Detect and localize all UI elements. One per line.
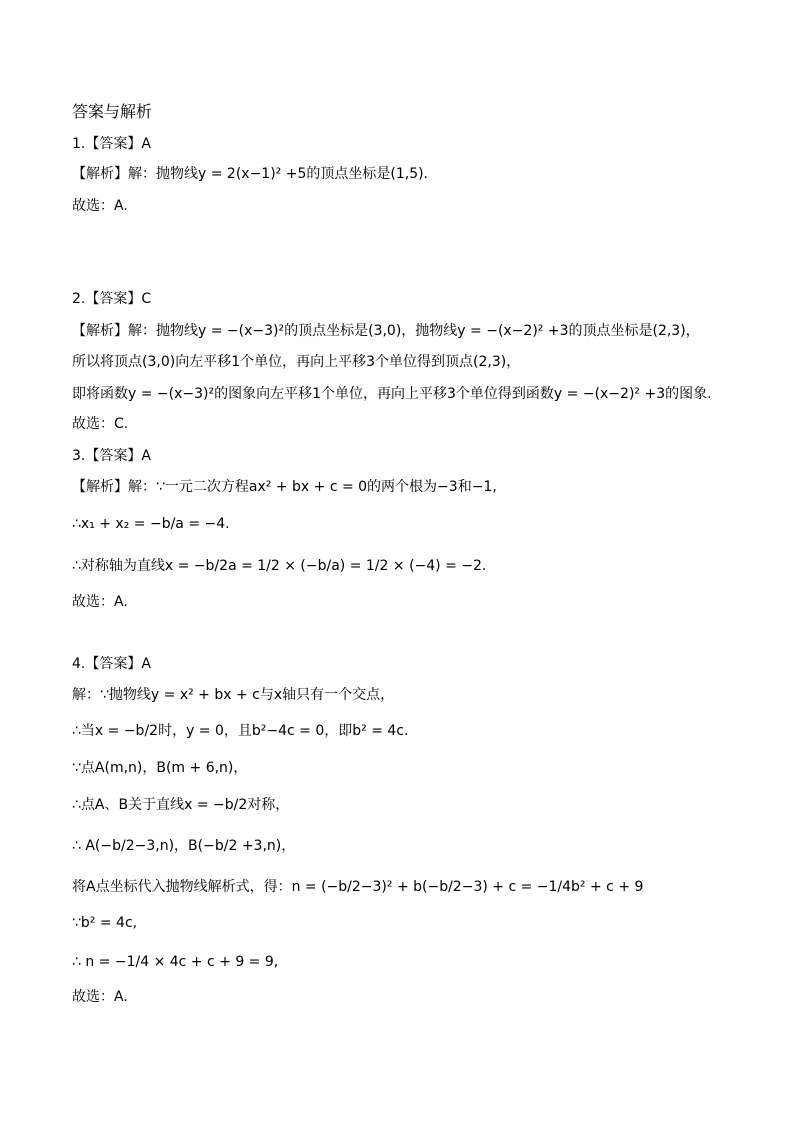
q4-line-3: ∵点A(m,n)，B(m + 6,n)， xyxy=(72,760,248,776)
q3-choice: 故选：A. xyxy=(72,594,128,610)
q3-answer: 3.【答案】A xyxy=(72,448,151,464)
q4-line-6: 将A点坐标代入抛物线解析式，得：n = (−b/2−3)² + b(−b/2−3) + c = −1/4b² + c + 9 xyxy=(72,879,644,895)
q2-line-3: 即将函数y = −(x−3)²的图象向左平移1个单位，再向上平移3个单位得到函数y = −(x−2)² +3的图象. xyxy=(72,386,712,402)
q1-choice: 故选：A. xyxy=(72,198,128,214)
q4-answer: 4.【答案】A xyxy=(72,656,151,672)
q4-line-1: 解：∵抛物线y = x² + bx + c与x轴只有一个交点， xyxy=(72,687,395,703)
q1-answer: 1.【答案】A xyxy=(72,136,151,152)
q4-choice: 故选：A. xyxy=(72,989,128,1005)
q2-answer: 2.【答案】C xyxy=(72,291,152,307)
q4-line-7: ∵b² = 4c, xyxy=(72,915,138,931)
q2-analysis: 【解析】解：抛物线y = −(x−3)²的顶点坐标是(3,0)，抛物线y = −(x−2)² +3的顶点坐标是(2,3)， xyxy=(72,323,700,339)
page-title: 答案与解析 xyxy=(72,102,153,121)
q3-analysis: 【解析】解：∵一元二次方程ax² + bx + c = 0的两个根为−3和−1, xyxy=(72,479,497,495)
q3-line-3: ∴对称轴为直线x = −b/2a = 1/2 × (−b/a) = 1/2 × (−4) = −2. xyxy=(72,558,487,574)
q4-line-2: ∴当x = −b/2时，y = 0，且b²−4c = 0，即b² = 4c. xyxy=(72,723,409,739)
q1-analysis: 【解析】解：抛物线y = 2(x−1)² +5的顶点坐标是(1,5). xyxy=(72,166,429,182)
q4-line-5: ∴ A(−b/2−3,n)，B(−b/2 +3,n)， xyxy=(72,838,296,854)
q3-line-2: ∴x₁ + x₂ = −b/a = −4. xyxy=(72,516,230,532)
q2-choice: 故选：C. xyxy=(72,416,129,432)
q4-line-8: ∴ n = −1/4 × 4c + c + 9 = 9, xyxy=(72,954,279,970)
q4-line-4: ∴点A、B关于直线x = −b/2对称， xyxy=(72,797,290,813)
q2-line-2: 所以将顶点(3,0)向左平移1个单位，再向上平移3个单位得到顶点(2,3)， xyxy=(72,354,521,370)
